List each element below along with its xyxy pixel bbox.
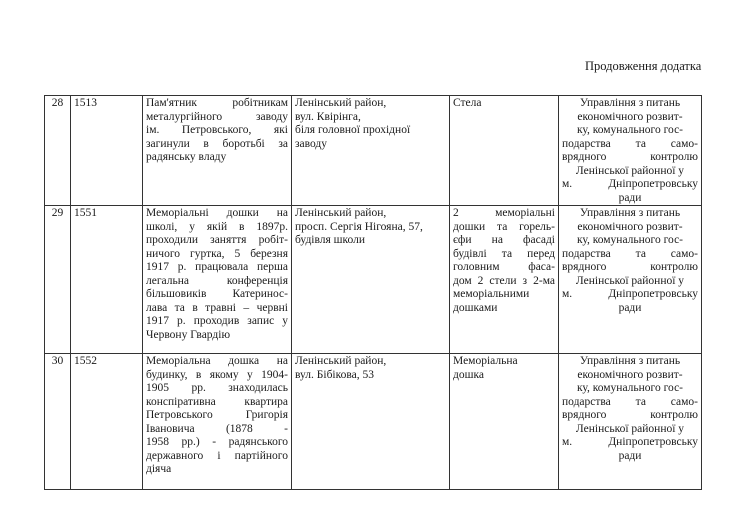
cell-line: Ленінський район, bbox=[295, 97, 387, 109]
cell-line: єфи на фасаді bbox=[453, 234, 555, 246]
cell-line: Червону Гвардію bbox=[146, 328, 231, 341]
registry-number: 1552 bbox=[71, 354, 143, 490]
cell-line: більшовиків Катеринос- bbox=[146, 288, 288, 300]
cell-line: дошки та горель- bbox=[453, 220, 555, 233]
responsible-organization bbox=[559, 354, 702, 490]
monument-name bbox=[143, 96, 292, 206]
responsible-organization bbox=[559, 96, 702, 206]
cell-line: ім. Петровського, які bbox=[146, 124, 288, 136]
cell-line: будинку, в якому у 1904- bbox=[146, 368, 288, 381]
cell-line: ради bbox=[618, 191, 642, 204]
monument-type bbox=[450, 206, 559, 354]
cell-line: загинули в боротьбі за bbox=[146, 137, 288, 150]
cell-line: ради bbox=[618, 301, 642, 314]
monument-address bbox=[292, 354, 450, 490]
cell-line: ку, комунального гос- bbox=[576, 124, 684, 136]
monument-address bbox=[292, 96, 450, 206]
row-number: 30 bbox=[45, 354, 71, 490]
cell-line: Пам'ятник робітникам bbox=[146, 97, 288, 109]
cell-line: м. Дніпропетровську bbox=[562, 288, 698, 300]
cell-line: будівлі та перед bbox=[453, 247, 555, 260]
cell-line: школі, у якій в 1897р. bbox=[146, 220, 288, 233]
cell-line: Ленінський район, bbox=[295, 207, 387, 219]
cell-line: Петровського Григорія bbox=[146, 409, 288, 421]
page-heading: Продовження додатка bbox=[585, 59, 702, 73]
monument-name bbox=[143, 354, 292, 490]
monument-type bbox=[450, 96, 559, 206]
cell-line: біля головної прохідної bbox=[295, 124, 411, 136]
registry-number: 1513 bbox=[71, 96, 143, 206]
table-row bbox=[45, 354, 702, 490]
cell-line: подарства та само- bbox=[562, 247, 698, 260]
table-row bbox=[45, 206, 702, 354]
cell-line: проходили заняття робіт- bbox=[146, 234, 288, 246]
cell-line: економічного розвит- bbox=[577, 220, 683, 233]
cell-line: врядного контролю bbox=[562, 261, 698, 273]
cell-line: ничого гуртка, 5 березня bbox=[146, 247, 288, 260]
monument-address bbox=[292, 206, 450, 354]
cell-line: економічного розвит- bbox=[577, 368, 683, 381]
cell-line: ку, комунального гос- bbox=[576, 382, 684, 394]
cell-line: економічного розвит- bbox=[577, 110, 683, 123]
cell-line: Ленінський район, bbox=[295, 355, 387, 367]
cell-line: 1917 р. проходив запис у bbox=[146, 315, 288, 327]
row-number: 29 bbox=[45, 206, 71, 354]
registry-number: 1551 bbox=[71, 206, 143, 354]
monument-type bbox=[450, 354, 559, 490]
cell-line: ку, комунального гос- bbox=[576, 234, 684, 246]
cell-line: дошка bbox=[453, 368, 484, 381]
cell-line: подарства та само- bbox=[562, 395, 698, 408]
cell-line: 1917 р. працювала перша bbox=[146, 261, 288, 273]
cell-line: Ленінської районної у bbox=[575, 422, 685, 435]
cell-line: конспіративна квартира bbox=[146, 395, 288, 408]
cell-line: металургійного заводу bbox=[146, 110, 288, 123]
cell-line: врядного контролю bbox=[562, 409, 698, 421]
cell-line: дом 2 стели з 2-ма bbox=[453, 274, 555, 287]
cell-line: лава та в травні – червні bbox=[146, 301, 288, 314]
cell-line: Стела bbox=[453, 97, 482, 109]
cell-line: меморіальними bbox=[453, 288, 530, 300]
cell-line: заводу bbox=[295, 137, 328, 150]
cell-line: Івановича (1878 - bbox=[146, 422, 288, 435]
monument-name bbox=[143, 206, 292, 354]
cell-line: просп. Сергія Нігояна, 57, bbox=[295, 220, 423, 233]
cell-line: Меморіальна bbox=[453, 355, 518, 367]
cell-line: легальна конференція bbox=[146, 274, 288, 287]
cell-line: 2 меморіальні bbox=[453, 207, 555, 219]
cell-line: вул. Бібікова, 53 bbox=[295, 368, 375, 381]
cell-line: Управління з питань bbox=[579, 355, 681, 367]
cell-line: державного і партійного bbox=[146, 449, 288, 462]
row-number: 28 bbox=[45, 96, 71, 206]
annex-table bbox=[44, 95, 702, 490]
cell-line: дошками bbox=[453, 301, 498, 314]
cell-line: будівля школи bbox=[295, 234, 366, 246]
cell-line: Ленінської районної у bbox=[575, 164, 685, 177]
cell-line: подарства та само- bbox=[562, 137, 698, 150]
cell-line: Меморіальні дошки на bbox=[146, 207, 288, 219]
cell-line: Управління з питань bbox=[579, 207, 681, 219]
cell-line: 1905 рр. знаходилась bbox=[146, 382, 288, 394]
cell-line: діяча bbox=[146, 463, 172, 475]
cell-line: м. Дніпропетровську bbox=[562, 436, 698, 448]
cell-line: Ленінської районної у bbox=[575, 274, 685, 287]
cell-line: головним фаса- bbox=[453, 261, 555, 273]
cell-line: ради bbox=[618, 449, 642, 462]
cell-line: врядного контролю bbox=[562, 151, 698, 163]
table-row bbox=[45, 96, 702, 206]
cell-line: Управління з питань bbox=[579, 97, 681, 109]
cell-line: м. Дніпропетровську bbox=[562, 178, 698, 190]
responsible-organization bbox=[559, 206, 702, 354]
cell-line: 1958 рр.) - радянського bbox=[146, 436, 288, 448]
cell-line: радянську владу bbox=[146, 151, 227, 163]
cell-line: вул. Квірінга, bbox=[295, 110, 361, 123]
cell-line: Меморіальна дошка на bbox=[146, 355, 288, 367]
